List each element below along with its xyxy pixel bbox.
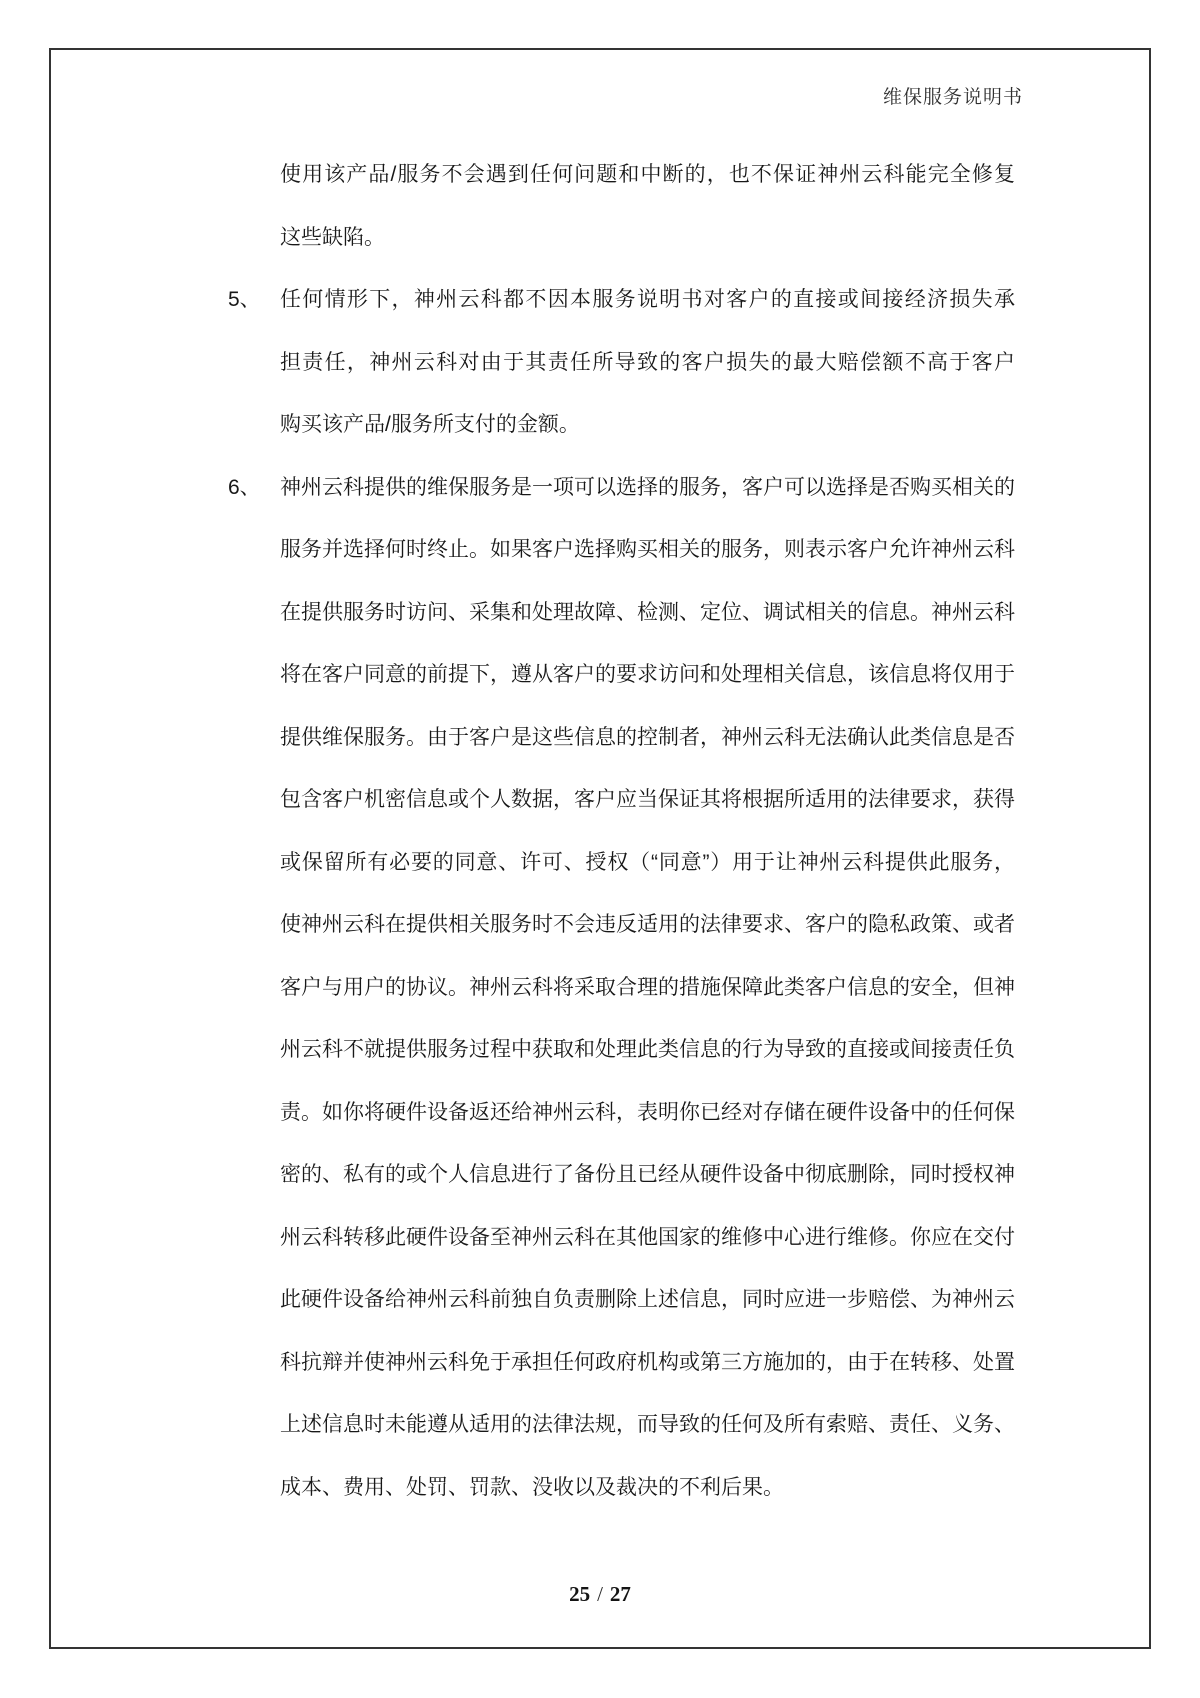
list-item-number: 6、	[228, 475, 261, 499]
line-text: 神州云科提供的维保服务是一项可以选择的服务，客户可以选择是否购买相关的	[280, 475, 1015, 499]
line-text: 或保留所有必要的同意、许可、授权（“同意”）用于让神州云科提供此服务，	[280, 850, 1015, 874]
line-text: 使用该产品/服务不会遇到任何问题和中断的，也不保证神州云科能完全修复	[280, 163, 1015, 186]
paragraph	[0, 269, 1200, 457]
text-line	[0, 1207, 1200, 1270]
line-text: 包含客户机密信息或个人数据，客户应当保证其将根据所适用的法律要求，获得	[280, 788, 1015, 811]
line-text: 购买该产品/服务所支付的金额。	[280, 413, 580, 436]
document-body	[0, 144, 1200, 1519]
line-text: 服务并选择何时终止。如果客户选择购买相关的服务，则表示客户允许神州云科	[280, 538, 1015, 561]
text-line	[0, 769, 1200, 832]
page-number-separator: /	[597, 1582, 603, 1606]
line-text: 这些缺陷。	[280, 225, 385, 249]
text-line	[0, 1082, 1200, 1145]
line-text: 在提供服务时访问、采集和处理故障、检测、定位、调试相关的信息。神州云科	[280, 600, 1015, 624]
text-line	[0, 144, 1200, 207]
line-text: 密的、私有的或个人信息进行了备份且已经从硬件设备中彻底删除，同时授权神	[280, 1163, 1015, 1186]
line-text: 使神州云科在提供相关服务时不会违反适用的法律要求、客户的隐私政策、或者	[280, 913, 1015, 936]
line-text: 担责任，神州云科对由于其责任所导致的客户损失的最大赔偿额不高于客户	[280, 350, 1015, 374]
line-text: 上述信息时未能遵从适用的法律法规，而导致的任何及所有索赔、责任、义务、	[280, 1413, 1015, 1436]
text-line	[0, 519, 1200, 582]
text-line	[0, 582, 1200, 645]
text-line	[0, 269, 1200, 332]
header-title: 维保服务说明书	[882, 87, 1023, 108]
line-text: 任何情形下，神州云科都不因本服务说明书对客户的直接或间接经济损失承	[280, 288, 1015, 311]
text-line	[0, 707, 1200, 770]
line-text: 客户与用户的协议。神州云科将采取合理的措施保障此类客户信息的安全，但神	[280, 975, 1015, 999]
text-line	[0, 832, 1200, 895]
text-line	[0, 1457, 1200, 1520]
line-text: 成本、费用、处罚、罚款、没收以及裁决的不利后果。	[280, 1475, 784, 1499]
line-text: 州云科转移此硬件设备至神州云科在其他国家的维修中心进行维修。你应在交付	[280, 1225, 1015, 1249]
text-line	[0, 394, 1200, 457]
text-line	[0, 644, 1200, 707]
line-text: 州云科不就提供服务过程中获取和处理此类信息的行为导致的直接或间接责任负	[280, 1038, 1015, 1061]
text-line	[0, 332, 1200, 395]
line-text: 责。如你将硬件设备返还给神州云科，表明你已经对存储在硬件设备中的任何保	[280, 1100, 1015, 1124]
paragraph	[0, 457, 1200, 1520]
line-text: 提供维保服务。由于客户是这些信息的控制者，神州云科无法确认此类信息是否	[280, 725, 1015, 749]
text-line	[0, 457, 1200, 520]
text-line	[0, 1332, 1200, 1395]
list-item-number: 5、	[228, 288, 261, 311]
page-footer	[0, 1577, 1200, 1611]
text-line	[0, 894, 1200, 957]
line-text: 科抗辩并使神州云科免于承担任何政府机构或第三方施加的，由于在转移、处置	[280, 1350, 1015, 1374]
text-line	[0, 1019, 1200, 1082]
total-page-count: 27	[609, 1582, 631, 1606]
text-line	[0, 1144, 1200, 1207]
current-page-number: 25	[569, 1582, 591, 1606]
text-line	[0, 957, 1200, 1020]
line-text: 此硬件设备给神州云科前独自负责删除上述信息，同时应进一步赔偿、为神州云	[280, 1288, 1015, 1311]
text-line	[0, 1269, 1200, 1332]
paragraph	[0, 144, 1200, 269]
text-line	[0, 207, 1200, 270]
text-line	[0, 1394, 1200, 1457]
line-text: 将在客户同意的前提下，遵从客户的要求访问和处理相关信息，该信息将仅用于	[280, 663, 1015, 686]
